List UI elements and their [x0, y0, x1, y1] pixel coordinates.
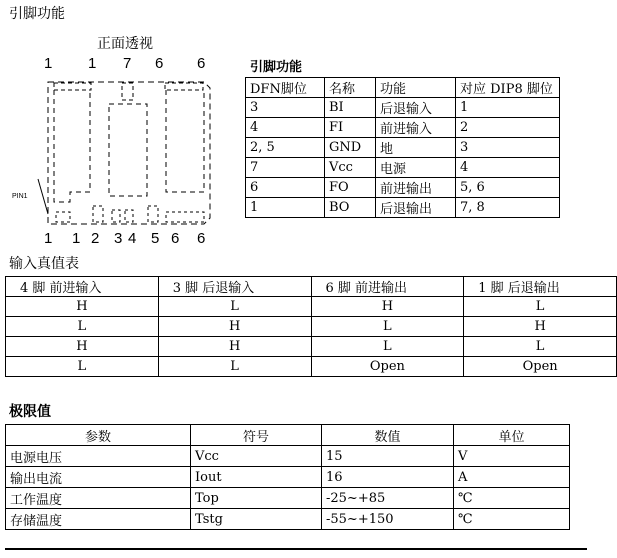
- pin1-leader-line: [38, 179, 48, 214]
- pad-top: [122, 83, 133, 100]
- table-row: [6, 317, 617, 337]
- pad-bottom: [148, 206, 158, 222]
- bottom-pin-number: 6: [197, 230, 206, 247]
- table-cell: 电源: [376, 158, 456, 178]
- table-cell: 地: [376, 138, 456, 158]
- table-cell: 4: [246, 118, 325, 138]
- pad-top: [54, 83, 91, 90]
- column-header: 参数: [6, 425, 191, 446]
- table-cell: Iout: [191, 467, 322, 488]
- pin-function-table: [245, 77, 560, 218]
- table-row: [246, 198, 560, 218]
- pin-table-caption: 引脚功能: [250, 60, 303, 75]
- column-header: 1 脚 后退输出: [464, 277, 617, 297]
- table-cell: 存储温度: [6, 509, 191, 530]
- table-cell: H: [311, 297, 464, 317]
- table-row: [6, 467, 570, 488]
- table-cell: 3: [246, 98, 325, 118]
- table-cell: 7: [246, 158, 325, 178]
- table-cell: 前进输出: [376, 178, 456, 198]
- table-cell: 1: [246, 198, 325, 218]
- table-row: [6, 337, 617, 357]
- pad-bottom: [56, 212, 70, 222]
- column-header: 4 脚 前进输入: [6, 277, 159, 297]
- bottom-pin-number: 3: [114, 230, 123, 247]
- table-cell: L: [158, 297, 311, 317]
- limit-table-title: 极限值: [9, 404, 51, 420]
- table-cell: ℃: [454, 488, 570, 509]
- bottom-pin-number: 4: [128, 230, 137, 247]
- table-cell: L: [6, 317, 159, 337]
- table-cell: 工作温度: [6, 488, 191, 509]
- thermal-pad-center: [109, 104, 147, 196]
- bottom-pin-number: 2: [91, 230, 100, 247]
- table-cell: FO: [325, 178, 376, 198]
- table-cell: L: [464, 337, 617, 357]
- table-cell: H: [6, 337, 159, 357]
- table-cell: -25~+85: [322, 488, 454, 509]
- section-title-pin-function: 引脚功能: [9, 6, 65, 22]
- table-header-row: [6, 277, 617, 297]
- table-cell: Vcc: [191, 446, 322, 467]
- table-cell: V: [454, 446, 570, 467]
- table-cell: Top: [191, 488, 322, 509]
- column-header: 名称: [325, 78, 376, 98]
- top-pin-number: 1: [88, 55, 97, 72]
- pad-bottom: [166, 212, 204, 222]
- table-cell: 15: [322, 446, 454, 467]
- table-row: [6, 488, 570, 509]
- table-cell: BI: [325, 98, 376, 118]
- table-cell: L: [158, 357, 311, 377]
- table-cell: 6: [246, 178, 325, 198]
- table-row: [246, 138, 560, 158]
- table-header-row: [6, 425, 570, 446]
- table-cell: 2: [456, 118, 560, 138]
- table-cell: 2, 5: [246, 138, 325, 158]
- pad-bottom: [125, 210, 133, 222]
- table-cell: 16: [322, 467, 454, 488]
- table-cell: ℃: [454, 509, 570, 530]
- column-header: 对应 DIP8 脚位: [456, 78, 560, 98]
- pad-bottom: [112, 210, 120, 222]
- table-cell: 后退输出: [376, 198, 456, 218]
- table-row: [246, 178, 560, 198]
- table-cell: GND: [325, 138, 376, 158]
- pad-bottom: [93, 206, 103, 222]
- table-cell: Open: [464, 357, 617, 377]
- figure-title: 正面透视: [97, 36, 153, 52]
- table-cell: 7, 8: [456, 198, 560, 218]
- bottom-pin-number: 6: [171, 230, 180, 247]
- table-cell: A: [454, 467, 570, 488]
- pin1-label: PIN1: [12, 193, 28, 200]
- table-cell: H: [158, 337, 311, 357]
- bottom-pin-number: 1: [72, 230, 81, 247]
- table-cell: -55~+150: [322, 509, 454, 530]
- table-cell: Open: [311, 357, 464, 377]
- column-header: 数值: [322, 425, 454, 446]
- column-header: 单位: [454, 425, 570, 446]
- table-row: [246, 158, 560, 178]
- top-pin-number: 1: [44, 55, 53, 72]
- table-cell: H: [158, 317, 311, 337]
- dfn-package-outline: [8, 72, 228, 230]
- top-pin-number: 7: [123, 55, 132, 72]
- table-cell: FI: [325, 118, 376, 138]
- table-cell: 后退输入: [376, 98, 456, 118]
- table-cell: Vcc: [325, 158, 376, 178]
- table-cell: H: [464, 317, 617, 337]
- bottom-divider: [5, 548, 587, 550]
- table-header-row: [246, 78, 560, 98]
- table-cell: L: [311, 337, 464, 357]
- table-row: [246, 118, 560, 138]
- table-cell: 4: [456, 158, 560, 178]
- table-cell: Tstg: [191, 509, 322, 530]
- table-row: [6, 509, 570, 530]
- pad-top: [165, 83, 203, 90]
- package-body: [48, 82, 210, 224]
- table-cell: H: [6, 297, 159, 317]
- table-cell: 3: [456, 138, 560, 158]
- table-cell: 电源电压: [6, 446, 191, 467]
- column-header: 3 脚 后退输入: [158, 277, 311, 297]
- table-cell: L: [311, 317, 464, 337]
- thermal-pad-right: [166, 90, 204, 192]
- table-cell: BO: [325, 198, 376, 218]
- column-header: DFN脚位: [246, 78, 325, 98]
- table-row: [6, 446, 570, 467]
- limit-values-table: [5, 424, 570, 530]
- table-row: [6, 297, 617, 317]
- table-cell: 5, 6: [456, 178, 560, 198]
- table-cell: 1: [456, 98, 560, 118]
- table-cell: L: [464, 297, 617, 317]
- table-cell: 输出电流: [6, 467, 191, 488]
- top-pin-number: 6: [197, 55, 206, 72]
- table-cell: 前进输入: [376, 118, 456, 138]
- column-header: 功能: [376, 78, 456, 98]
- bottom-pin-number: 5: [151, 230, 160, 247]
- truth-table: [5, 276, 617, 377]
- column-header: 6 脚 前进输出: [311, 277, 464, 297]
- table-row: [6, 357, 617, 377]
- bottom-pin-number: 1: [44, 230, 53, 247]
- column-header: 符号: [191, 425, 322, 446]
- thermal-pad-left: [54, 90, 90, 202]
- truth-table-title: 输入真值表: [9, 256, 79, 272]
- table-cell: L: [6, 357, 159, 377]
- top-pin-number: 6: [155, 55, 164, 72]
- table-row: [246, 98, 560, 118]
